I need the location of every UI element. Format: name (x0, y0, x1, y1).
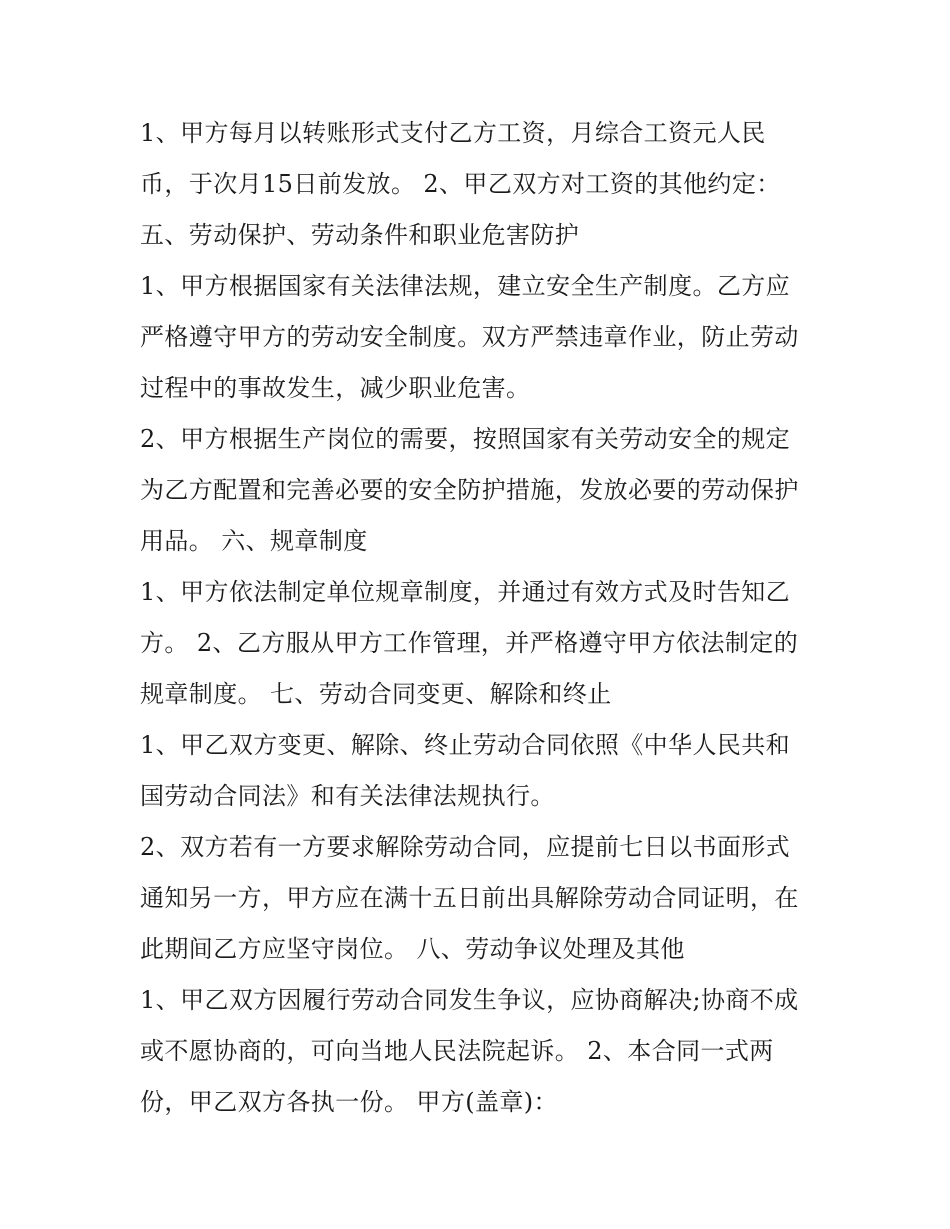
text-line: 1、甲乙双方因履行劳动合同发生争议，应协商解决;协商不成 (140, 986, 799, 1014)
text-line: 此期间乙方应坚守岗位。 八、劳动争议处理及其他 (140, 935, 685, 963)
text-line: 或不愿协商的，可向当地人民法院起诉。 2、本合同一式两 (140, 1037, 774, 1065)
text-line: 1、甲方每月以转账形式支付乙方工资，月综合工资元人民 (140, 119, 766, 147)
text-line: 1、甲方根据国家有关法律法规，建立安全生产制度。乙方应 (140, 272, 791, 300)
text-line: 方。 2、乙方服从甲方工作管理，并严格遵守甲方依法制定的 (140, 629, 799, 657)
text-line: 币，于次月15日前发放。 2、甲乙双方对工资的其他约定： (140, 170, 781, 198)
document-body (140, 108, 830, 1128)
text-line: 1、甲乙双方变更、解除、终止劳动合同依照《中华人民共和 (140, 731, 791, 759)
section-heading: 五、劳动保护、劳动条件和职业危害防护 (140, 221, 580, 249)
text-line: 为乙方配置和完善必要的安全防护措施，发放必要的劳动保护 (140, 476, 799, 504)
text-line: 国劳动合同法》和有关法律法规执行。 (140, 782, 555, 810)
text-line: 过程中的事故发生，减少职业危害。 (140, 374, 531, 402)
text-line: 1、甲方依法制定单位规章制度，并通过有效方式及时告知乙 (140, 578, 791, 606)
text-line: 规章制度。 七、劳动合同变更、解除和终止 (140, 680, 612, 708)
text-line: 2、甲方根据生产岗位的需要，按照国家有关劳动安全的规定 (140, 425, 791, 453)
text-line: 2、双方若有一方要求解除劳动合同，应提前七日以书面形式 (140, 833, 791, 861)
text-line: 用品。 六、规章制度 (140, 527, 368, 555)
text-line: 通知另一方，甲方应在满十五日前出具解除劳动合同证明，在 (140, 884, 799, 912)
text-line: 严格遵守甲方的劳动安全制度。双方严禁违章作业，防止劳动 (140, 323, 799, 351)
text-line: 份，甲乙双方各执一份。 甲方(盖章)： (140, 1088, 558, 1116)
